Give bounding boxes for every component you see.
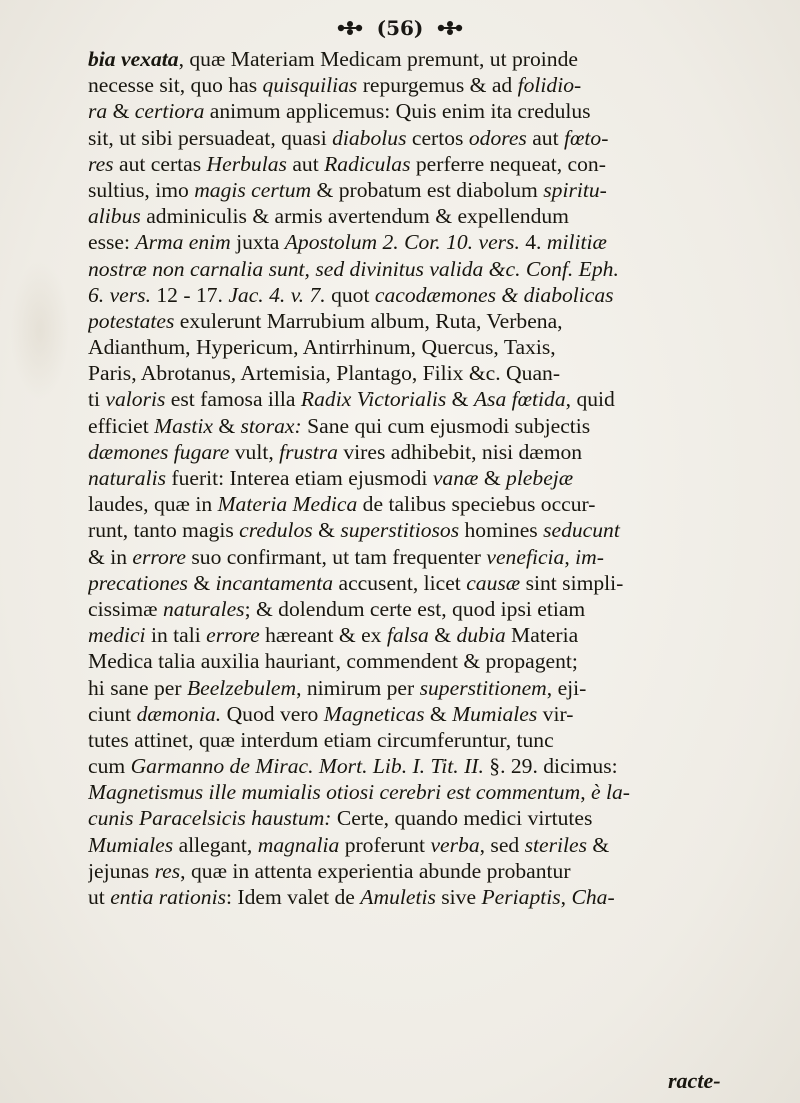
text-run: Adianthum, Hypericum, Antirrhinum, Quercus, Taxis, (88, 335, 556, 360)
text-run: cum (88, 754, 131, 779)
text-run: ; & dolendum certe est, quod ipsi etiam (244, 596, 586, 621)
text-line (88, 177, 780, 203)
text-run: plebejæ (506, 466, 574, 490)
text-run: naturalis (88, 466, 166, 490)
text-run: fœto- (564, 125, 609, 150)
text-line (88, 727, 780, 753)
text-line (88, 753, 780, 779)
text-run: cissimæ (88, 596, 163, 621)
text-run: seducunt (543, 518, 620, 543)
text-run: animum applicemus: Quis enim ita credulus (204, 99, 591, 124)
text-line (88, 596, 780, 622)
text-run: magis certum (194, 177, 312, 202)
text-line (88, 779, 780, 805)
text-run: credulos (239, 518, 313, 543)
text-run: , (560, 885, 572, 909)
text-run: valoris (105, 387, 166, 412)
text-run: est famosa illa (165, 387, 301, 412)
text-run: Arma enim (135, 230, 231, 255)
page-number: (56) (376, 16, 424, 40)
text-run: proferunt (339, 832, 431, 857)
text-run: frustra (279, 439, 338, 464)
text-line (88, 282, 780, 308)
text-run: magnalia (257, 832, 340, 857)
body-text (88, 46, 780, 910)
text-run: steriles (524, 832, 587, 857)
text-run: & (107, 99, 135, 124)
text-run: folidio- (517, 73, 582, 98)
text-run: Jac. 4. v. 7. (228, 282, 326, 307)
text-run: ti (88, 387, 106, 412)
text-run: hæreant & ex (259, 623, 387, 648)
text-run: Herbulas (206, 151, 287, 176)
text-line (88, 46, 780, 72)
text-line (88, 858, 780, 884)
text-run: , quæ in attenta experientia abunde probantur (180, 858, 571, 883)
text-line (88, 491, 780, 517)
text-run: Mastix (154, 413, 213, 438)
text-run: dæmonia. (136, 701, 222, 726)
text-run: Apostolum 2. Cor. 10. vers. (284, 230, 520, 255)
text-run: res (88, 151, 114, 176)
text-line (88, 98, 780, 124)
text-line (88, 622, 780, 648)
text-line (88, 360, 780, 386)
text-run: suo confirmant, ut tam frequenter (185, 544, 487, 569)
text-run: & (424, 701, 453, 726)
text-line (88, 675, 780, 701)
text-run: ciunt (88, 701, 137, 726)
text-run: potestates (88, 308, 175, 333)
text-run: & (312, 518, 341, 543)
text-run: incantamenta (215, 570, 334, 595)
text-run: superstitiosos (340, 518, 460, 543)
text-run: , (564, 544, 576, 569)
text-run: falsa (386, 623, 429, 648)
text-run: , (580, 780, 591, 805)
text-run: im- (575, 544, 604, 569)
text-line (88, 125, 780, 151)
text-run: sint simpli- (520, 570, 624, 595)
text-run: Mumiales (88, 832, 174, 857)
text-line (88, 386, 780, 412)
text-run: Magneticas (323, 701, 425, 726)
text-run: diabolus (332, 125, 407, 150)
text-run: , eji- (546, 675, 587, 700)
text-run: Mumiales (452, 701, 538, 726)
text-run: jejunas (88, 858, 155, 883)
text-run: vires adhibebit, nisi dæmon (337, 439, 583, 464)
text-run: precationes (88, 570, 188, 595)
text-run: quisquilias (262, 73, 358, 98)
text-run: ra (88, 99, 108, 124)
text-run: Magnetismus ille mumialis otiosi cerebri est commentum (88, 780, 581, 805)
text-run: militiæ (546, 230, 607, 255)
text-run: Paris, Abrotanus, Artemisia, Plantago, Filix &c. Quan- (88, 361, 561, 386)
text-line (88, 439, 780, 465)
text-run: vir- (537, 701, 574, 726)
text-run: Radix Victorialis (300, 387, 447, 412)
text-run: Quod vero (221, 701, 324, 726)
text-run: nostræ non carnalia sunt, sed divinitus valida &c. Conf. Eph. (88, 256, 619, 281)
text-line (88, 805, 780, 831)
text-run: cunis Paracelsicis haustum: (88, 806, 332, 831)
text-run: & (587, 832, 610, 857)
text-run: , quid (565, 387, 615, 412)
text-run: verba (430, 832, 480, 857)
text-line (88, 832, 780, 858)
text-run: , sed (479, 832, 525, 857)
page-header (0, 8, 800, 48)
text-run: odores (468, 125, 527, 150)
text-run: dubia (456, 623, 506, 648)
text-run: Garmanno de Mirac. Mort. Lib. I. Tit. II. (130, 754, 484, 779)
text-run: Periaptis (481, 885, 561, 909)
text-line (88, 334, 780, 360)
text-run: : Idem valet de (225, 885, 361, 909)
text-run: efficiet (88, 413, 155, 438)
text-run: & (478, 466, 507, 490)
text-line (88, 517, 780, 543)
text-run: sit, ut sibi persuadeat, quasi (88, 125, 333, 150)
text-run: aut (286, 151, 325, 176)
text-line (88, 256, 780, 282)
text-run: hi sane per (88, 675, 187, 700)
text-run: cacodæmones & diabolicas (374, 282, 614, 307)
text-run: spiritu- (543, 177, 607, 202)
text-run: errore (132, 544, 186, 569)
text-run: naturales (163, 596, 245, 621)
text-run: fuerit: Interea etiam ejusmodi (166, 466, 433, 490)
text-run: perferre nequeat, con- (410, 151, 606, 176)
text-run: aut (526, 125, 565, 150)
text-run: & (187, 570, 216, 595)
text-run: entia rationis (110, 885, 226, 909)
text-run: , nimirum per (296, 675, 420, 700)
text-run: homines (459, 518, 544, 543)
text-line (88, 884, 780, 910)
text-line (88, 72, 780, 98)
text-run: 4. (519, 230, 547, 255)
text-run: Asa fœtida (473, 387, 566, 412)
text-run: errore (206, 623, 260, 648)
text-run: Materia (505, 623, 579, 648)
paper-stain (10, 260, 70, 400)
text-run: Sane qui cum ejusmodi subjectis (301, 413, 591, 438)
text-run: Medica talia auxilia hauriant, commendent & propagent; (88, 649, 578, 674)
text-run: Certe, quando medici virtutes (331, 806, 593, 831)
text-line (88, 151, 780, 177)
text-run: esse: (88, 230, 136, 255)
ornament-icon (436, 19, 464, 37)
text-line (88, 570, 780, 596)
text-run: Amuletis (360, 885, 436, 909)
text-run: necesse sit, quo has (88, 73, 263, 98)
text-run: juxta (230, 230, 285, 255)
text-run: quot (325, 282, 375, 307)
text-run: Materia Medica (217, 492, 358, 517)
text-run: & (212, 413, 241, 438)
text-run: Beelzebulem (186, 675, 297, 700)
text-run: veneficia (486, 544, 565, 569)
text-run: 12 - 17. (150, 282, 229, 307)
text-run: , quæ Materiam Medicam premunt, ut proinde (178, 47, 578, 71)
text-run: exulerunt Marrubium album, Ruta, Verbena, (174, 308, 563, 333)
text-line (88, 203, 780, 229)
text-run: superstitionem (419, 675, 547, 700)
text-run: & (428, 623, 457, 648)
text-line (88, 648, 780, 674)
text-line (88, 701, 780, 727)
text-run: sive (435, 885, 482, 909)
text-run: 6. vers. (88, 282, 151, 307)
text-run: in tali (145, 623, 207, 648)
text-run: aut certas (113, 151, 207, 176)
text-run: storax: (240, 413, 302, 438)
text-run: ut (88, 885, 111, 909)
text-line (88, 465, 780, 491)
text-run: laudes, quæ in (88, 492, 218, 517)
text-run: & probatum est diabolum (311, 177, 544, 202)
text-run: adminiculis & armis avertendum & expellendum (140, 204, 569, 229)
text-run: dæmones fugare (88, 439, 230, 464)
text-run: sultius, imo (88, 177, 195, 202)
text-run: bia vexata (88, 47, 179, 71)
text-run: alibus (88, 204, 141, 229)
text-run: vult, (229, 439, 280, 464)
text-run: runt, tanto magis (88, 518, 240, 543)
text-run: vanæ (432, 466, 479, 490)
text-run: & in (88, 544, 133, 569)
text-run: accusent, licet (333, 570, 467, 595)
text-run: tutes attinet, quæ interdum etiam circumferuntur, tunc (88, 727, 554, 752)
text-run: medici (88, 623, 146, 648)
text-run: Radiculas (324, 151, 411, 176)
text-run: certiora (134, 99, 205, 124)
text-line (88, 308, 780, 334)
text-run: è la- (591, 780, 630, 805)
text-line (88, 544, 780, 570)
ornament-icon (336, 19, 364, 37)
text-run: Cha- (571, 885, 615, 909)
text-run: de talibus speciebus occur- (357, 492, 596, 517)
catchword: racte- (668, 1068, 721, 1093)
text-run: certos (406, 125, 469, 150)
text-run: repurgemus & ad (357, 73, 518, 98)
text-line (88, 413, 780, 439)
text-run: & (446, 387, 474, 412)
text-run: causæ (466, 570, 521, 595)
text-run: allegant, (173, 832, 258, 857)
text-line (88, 229, 780, 255)
text-run: §. 29. dicimus: (483, 754, 618, 779)
text-run: res (154, 858, 181, 883)
